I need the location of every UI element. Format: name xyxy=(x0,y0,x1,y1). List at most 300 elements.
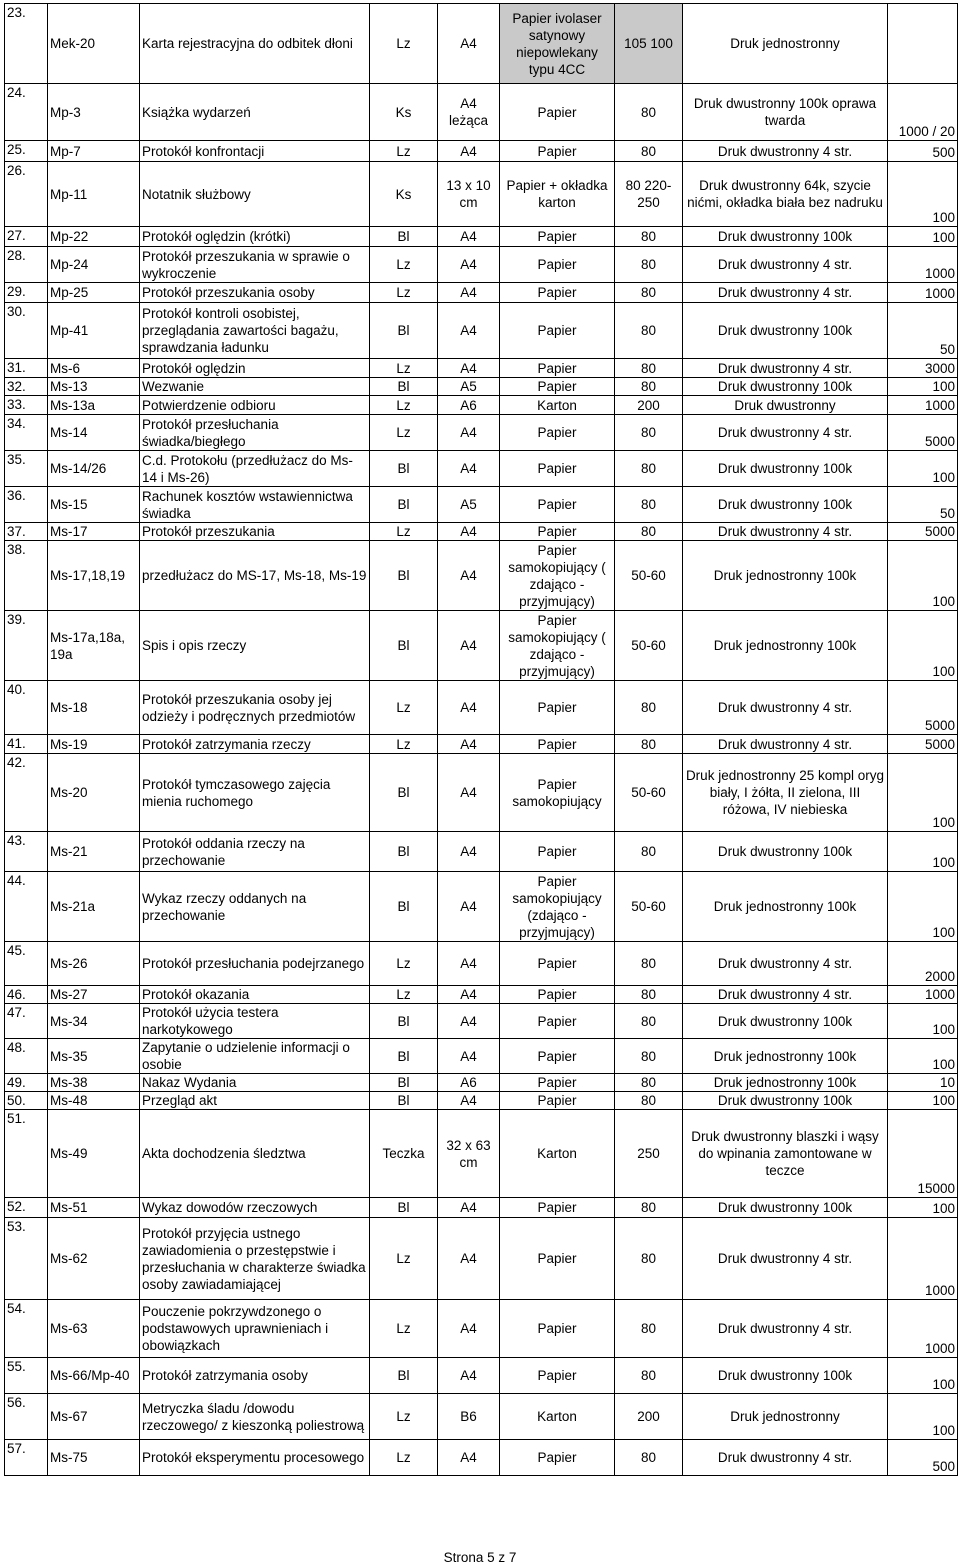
row-number: 54. xyxy=(5,1300,48,1358)
print-mode: Druk dwustronny 100k xyxy=(683,378,888,396)
print-mode: Druk dwustronny 4 str. xyxy=(683,942,888,986)
table-row xyxy=(5,487,958,523)
row-number: 57. xyxy=(5,1440,48,1476)
paper-type: Papier xyxy=(500,832,615,872)
row-number: 35. xyxy=(5,451,48,487)
form-symbol: Ms-18 xyxy=(48,681,140,735)
quantity: 100 xyxy=(888,611,958,681)
row-number: 29. xyxy=(5,283,48,303)
paper-type: Papier xyxy=(500,1092,615,1110)
form-symbol: Ms-27 xyxy=(48,986,140,1004)
table-row xyxy=(5,4,958,84)
form-type: Bl xyxy=(370,1004,438,1039)
row-number: 40. xyxy=(5,681,48,735)
table-row xyxy=(5,541,958,611)
quantity xyxy=(888,4,958,84)
table-row xyxy=(5,942,958,986)
table-row xyxy=(5,1004,958,1039)
grammage: 50-60 xyxy=(615,541,683,611)
print-mode: Druk dwustronny 100k xyxy=(683,487,888,523)
print-mode: Druk dwustronny 4 str. xyxy=(683,247,888,283)
form-name: Protokół przesłuchania podejrzanego xyxy=(140,942,370,986)
grammage: 80 xyxy=(615,415,683,451)
form-symbol: Ms-26 xyxy=(48,942,140,986)
form-symbol: Ms-14 xyxy=(48,415,140,451)
form-symbol: Ms-17a,18a, 19a xyxy=(48,611,140,681)
form-name: Protokół przeszukania osoby xyxy=(140,283,370,303)
grammage: 80 xyxy=(615,735,683,754)
grammage: 50-60 xyxy=(615,611,683,681)
quantity: 500 xyxy=(888,1440,958,1476)
print-mode: Druk dwustronny 100k oprawa twarda xyxy=(683,84,888,141)
form-symbol: Mp-25 xyxy=(48,283,140,303)
paper-size: A4 leżąca xyxy=(438,84,500,141)
form-symbol: Ms-51 xyxy=(48,1198,140,1218)
page-footer: Strona 5 z 7 xyxy=(443,1550,517,1565)
paper-size: A4 xyxy=(438,611,500,681)
table-row xyxy=(5,227,958,247)
table-row xyxy=(5,872,958,942)
row-number: 30. xyxy=(5,303,48,359)
grammage: 80 xyxy=(615,1300,683,1358)
grammage: 80 xyxy=(615,451,683,487)
row-number: 31. xyxy=(5,359,48,378)
grammage: 80 xyxy=(615,1092,683,1110)
form-symbol: Ms-14/26 xyxy=(48,451,140,487)
paper-size: A5 xyxy=(438,487,500,523)
form-name: Karta rejestracyjna do odbitek dłoni xyxy=(140,4,370,84)
row-number: 45. xyxy=(5,942,48,986)
form-symbol: Mp-3 xyxy=(48,84,140,141)
table-row xyxy=(5,283,958,303)
print-mode: Druk dwustronny blaszki i wąsy do wpinania zamontowane w teczce xyxy=(683,1110,888,1198)
table-row xyxy=(5,523,958,541)
print-mode: Druk dwustronny 4 str. xyxy=(683,1218,888,1300)
paper-size: A4 xyxy=(438,303,500,359)
print-mode: Druk dwustronny 4 str. xyxy=(683,681,888,735)
paper-size: A4 xyxy=(438,735,500,754)
grammage: 80 xyxy=(615,1039,683,1074)
paper-size: A4 xyxy=(438,283,500,303)
paper-size: A4 xyxy=(438,681,500,735)
table-row xyxy=(5,832,958,872)
table-row xyxy=(5,1110,958,1198)
paper-size: A4 xyxy=(438,523,500,541)
print-mode: Druk dwustronny 4 str. xyxy=(683,359,888,378)
row-number: 42. xyxy=(5,754,48,832)
form-name: Protokół oględzin (krótki) xyxy=(140,227,370,247)
form-name: Pouczenie pokrzywdzonego o podstawowych uprawnieniach i obowiązkach xyxy=(140,1300,370,1358)
form-name: Zapytanie o udzielenie informacji o osobie xyxy=(140,1039,370,1074)
form-name: przedłużacz do MS-17, Ms-18, Ms-19 xyxy=(140,541,370,611)
grammage: 80 xyxy=(615,1074,683,1092)
form-type: Bl xyxy=(370,754,438,832)
form-name: Protokół zatrzymania rzeczy xyxy=(140,735,370,754)
form-type: Ks xyxy=(370,162,438,227)
quantity: 1000 xyxy=(888,1300,958,1358)
paper-type: Papier samokopiujący (zdająco - przyjmujący) xyxy=(500,872,615,942)
form-name: Protokół eksperymentu procesowego xyxy=(140,1440,370,1476)
paper-size: A4 xyxy=(438,359,500,378)
form-name: Protokół zatrzymania osoby xyxy=(140,1358,370,1394)
form-type: Lz xyxy=(370,681,438,735)
grammage: 80 xyxy=(615,1004,683,1039)
print-mode: Druk dwustronny 100k xyxy=(683,227,888,247)
paper-type: Papier samokopiujący ( zdająco - przyjmujący) xyxy=(500,611,615,681)
form-type: Bl xyxy=(370,378,438,396)
grammage: 250 xyxy=(615,1110,683,1198)
quantity: 100 xyxy=(888,754,958,832)
form-type: Lz xyxy=(370,359,438,378)
print-mode: Druk jednostronny 100k xyxy=(683,1039,888,1074)
form-type: Bl xyxy=(370,1198,438,1218)
quantity: 100 xyxy=(888,1198,958,1218)
print-mode: Druk dwustronny 100k xyxy=(683,1198,888,1218)
form-symbol: Ms-75 xyxy=(48,1440,140,1476)
quantity: 5000 xyxy=(888,415,958,451)
table-row xyxy=(5,1358,958,1394)
form-symbol: Ms-19 xyxy=(48,735,140,754)
form-type: Lz xyxy=(370,942,438,986)
form-name: Nakaz Wydania xyxy=(140,1074,370,1092)
paper-type: Papier xyxy=(500,1358,615,1394)
form-symbol: Ms-66/Mp-40 xyxy=(48,1358,140,1394)
paper-type: Papier xyxy=(500,141,615,162)
table-row xyxy=(5,611,958,681)
form-symbol: Ms-17,18,19 xyxy=(48,541,140,611)
form-type: Lz xyxy=(370,396,438,415)
paper-type: Papier xyxy=(500,1004,615,1039)
form-symbol: Ms-6 xyxy=(48,359,140,378)
row-number: 39. xyxy=(5,611,48,681)
grammage: 80 xyxy=(615,141,683,162)
form-name: Protokół oddania rzeczy na przechowanie xyxy=(140,832,370,872)
form-name: Przegląd akt xyxy=(140,1092,370,1110)
paper-type: Papier xyxy=(500,247,615,283)
quantity: 1000 / 20 xyxy=(888,84,958,141)
table-row xyxy=(5,735,958,754)
quantity: 100 xyxy=(888,162,958,227)
form-symbol: Ms-13a xyxy=(48,396,140,415)
row-number: 23. xyxy=(5,4,48,84)
table-row xyxy=(5,247,958,283)
form-symbol: Ms-63 xyxy=(48,1300,140,1358)
grammage: 50-60 xyxy=(615,754,683,832)
paper-size: A4 xyxy=(438,541,500,611)
form-type: Bl xyxy=(370,451,438,487)
form-name: Protokół przeszukania w sprawie o wykroczenie xyxy=(140,247,370,283)
form-type: Lz xyxy=(370,1440,438,1476)
quantity: 100 xyxy=(888,227,958,247)
paper-type: Papier xyxy=(500,487,615,523)
form-type: Bl xyxy=(370,303,438,359)
print-mode: Druk jednostronny xyxy=(683,4,888,84)
paper-type: Papier xyxy=(500,1440,615,1476)
row-number: 41. xyxy=(5,735,48,754)
form-type: Lz xyxy=(370,247,438,283)
row-number: 48. xyxy=(5,1039,48,1074)
table-row xyxy=(5,359,958,378)
form-name: Protokół przesłuchania świadka/biegłego xyxy=(140,415,370,451)
forms-table xyxy=(4,3,958,1476)
form-symbol: Ms-21a xyxy=(48,872,140,942)
quantity: 1000 xyxy=(888,986,958,1004)
table-row xyxy=(5,378,958,396)
table-row xyxy=(5,396,958,415)
grammage: 80 xyxy=(615,986,683,1004)
quantity: 100 xyxy=(888,1394,958,1440)
paper-size: A4 xyxy=(438,141,500,162)
form-type: Lz xyxy=(370,4,438,84)
print-mode: Druk dwustronny 4 str. xyxy=(683,1440,888,1476)
form-type: Ks xyxy=(370,84,438,141)
print-mode: Druk dwustronny 100k xyxy=(683,832,888,872)
print-mode: Druk dwustronny 4 str. xyxy=(683,141,888,162)
quantity: 5000 xyxy=(888,681,958,735)
print-mode: Druk dwustronny 100k xyxy=(683,1004,888,1039)
form-name: Wezwanie xyxy=(140,378,370,396)
print-mode: Druk dwustronny 100k xyxy=(683,303,888,359)
quantity: 10 xyxy=(888,1074,958,1092)
paper-type: Papier ivolaser satynowy niepowlekany typu 4CC xyxy=(500,4,615,84)
paper-type: Papier samokopiujący ( zdająco - przyjmujący) xyxy=(500,541,615,611)
form-name: Protokół przeszukania xyxy=(140,523,370,541)
quantity: 1000 xyxy=(888,1218,958,1300)
paper-size: A4 xyxy=(438,227,500,247)
grammage: 80 xyxy=(615,1358,683,1394)
quantity: 5000 xyxy=(888,735,958,754)
quantity: 500 xyxy=(888,141,958,162)
paper-type: Papier xyxy=(500,359,615,378)
paper-size: A4 xyxy=(438,1300,500,1358)
print-mode: Druk jednostronny 100k xyxy=(683,541,888,611)
form-type: Bl xyxy=(370,832,438,872)
form-symbol: Ms-48 xyxy=(48,1092,140,1110)
paper-type: Papier xyxy=(500,84,615,141)
paper-type: Papier xyxy=(500,942,615,986)
table-row xyxy=(5,162,958,227)
form-symbol: Ms-34 xyxy=(48,1004,140,1039)
grammage: 105 100 xyxy=(615,4,683,84)
paper-size: A4 xyxy=(438,1198,500,1218)
form-symbol: Ms-21 xyxy=(48,832,140,872)
paper-type: Papier xyxy=(500,1300,615,1358)
form-name: Spis i opis rzeczy xyxy=(140,611,370,681)
print-mode: Druk dwustronny 4 str. xyxy=(683,523,888,541)
paper-type: Papier xyxy=(500,1074,615,1092)
paper-type: Karton xyxy=(500,1110,615,1198)
form-symbol: Ms-20 xyxy=(48,754,140,832)
form-name: Notatnik służbowy xyxy=(140,162,370,227)
form-type: Bl xyxy=(370,227,438,247)
table-row xyxy=(5,1394,958,1440)
paper-type: Papier xyxy=(500,283,615,303)
print-mode: Druk jednostronny 100k xyxy=(683,1074,888,1092)
table-row xyxy=(5,141,958,162)
quantity: 100 xyxy=(888,451,958,487)
form-type: Lz xyxy=(370,1300,438,1358)
form-symbol: Ms-15 xyxy=(48,487,140,523)
form-type: Lz xyxy=(370,986,438,1004)
paper-type: Papier xyxy=(500,378,615,396)
table-row xyxy=(5,84,958,141)
form-name: Protokół kontroli osobistej, przeglądania zawartości bagażu, sprawdzania ładunku xyxy=(140,303,370,359)
row-number: 55. xyxy=(5,1358,48,1394)
row-number: 50. xyxy=(5,1092,48,1110)
print-mode: Druk dwustronny xyxy=(683,396,888,415)
print-mode: Druk dwustronny 100k xyxy=(683,1358,888,1394)
table-row xyxy=(5,1300,958,1358)
row-number: 56. xyxy=(5,1394,48,1440)
grammage: 80 xyxy=(615,1218,683,1300)
table-row xyxy=(5,1218,958,1300)
form-type: Lz xyxy=(370,1394,438,1440)
form-name: C.d. Protokołu (przedłużacz do Ms-14 i Ms-26) xyxy=(140,451,370,487)
form-symbol: Mp-41 xyxy=(48,303,140,359)
form-type: Lz xyxy=(370,523,438,541)
paper-size: A4 xyxy=(438,1358,500,1394)
form-name: Wykaz dowodów rzeczowych xyxy=(140,1198,370,1218)
grammage: 50-60 xyxy=(615,872,683,942)
form-symbol: Ms-62 xyxy=(48,1218,140,1300)
paper-size: B6 xyxy=(438,1394,500,1440)
row-number: 44. xyxy=(5,872,48,942)
paper-size: A4 xyxy=(438,451,500,487)
print-mode: Druk dwustronny 100k xyxy=(683,451,888,487)
form-name: Akta dochodzenia śledztwa xyxy=(140,1110,370,1198)
grammage: 200 xyxy=(615,396,683,415)
row-number: 43. xyxy=(5,832,48,872)
form-type: Lz xyxy=(370,1218,438,1300)
form-symbol: Mek-20 xyxy=(48,4,140,84)
form-type: Lz xyxy=(370,735,438,754)
grammage: 80 xyxy=(615,942,683,986)
paper-type: Papier xyxy=(500,451,615,487)
grammage: 80 xyxy=(615,84,683,141)
form-symbol: Mp-22 xyxy=(48,227,140,247)
paper-type: Papier xyxy=(500,303,615,359)
grammage: 80 xyxy=(615,227,683,247)
form-name: Potwierdzenie odbioru xyxy=(140,396,370,415)
print-mode: Druk jednostronny 100k xyxy=(683,611,888,681)
row-number: 27. xyxy=(5,227,48,247)
table-row xyxy=(5,451,958,487)
paper-type: Papier xyxy=(500,986,615,1004)
print-mode: Druk jednostronny 25 kompl oryg biały, I żółta, II zielona, III różowa, IV niebieska xyxy=(683,754,888,832)
row-number: 51. xyxy=(5,1110,48,1198)
paper-size: A4 xyxy=(438,247,500,283)
form-symbol: Ms-67 xyxy=(48,1394,140,1440)
form-type: Lz xyxy=(370,283,438,303)
paper-type: Papier xyxy=(500,735,615,754)
form-type: Lz xyxy=(370,415,438,451)
quantity: 100 xyxy=(888,378,958,396)
form-name: Książka wydarzeń xyxy=(140,84,370,141)
grammage: 80 xyxy=(615,523,683,541)
form-type: Bl xyxy=(370,611,438,681)
row-number: 36. xyxy=(5,487,48,523)
form-type: Teczka xyxy=(370,1110,438,1198)
paper-type: Papier xyxy=(500,415,615,451)
paper-type: Papier xyxy=(500,523,615,541)
form-name: Protokół okazania xyxy=(140,986,370,1004)
form-type: Bl xyxy=(370,872,438,942)
paper-size: A4 xyxy=(438,4,500,84)
form-name: Protokół przeszukania osoby jej odzieży i podręcznych przedmiotów xyxy=(140,681,370,735)
paper-size: 13 x 10 cm xyxy=(438,162,500,227)
paper-size: A4 xyxy=(438,872,500,942)
form-symbol: Ms-38 xyxy=(48,1074,140,1092)
table-row xyxy=(5,303,958,359)
quantity: 50 xyxy=(888,487,958,523)
table-row xyxy=(5,986,958,1004)
row-number: 49. xyxy=(5,1074,48,1092)
paper-size: A4 xyxy=(438,1440,500,1476)
table-row xyxy=(5,1198,958,1218)
quantity: 100 xyxy=(888,541,958,611)
row-number: 32. xyxy=(5,378,48,396)
form-name: Protokół użycia testera narkotykowego xyxy=(140,1004,370,1039)
form-name: Protokół konfrontacji xyxy=(140,141,370,162)
paper-size: A4 xyxy=(438,832,500,872)
form-symbol: Mp-11 xyxy=(48,162,140,227)
grammage: 80 xyxy=(615,247,683,283)
quantity: 1000 xyxy=(888,247,958,283)
quantity: 2000 xyxy=(888,942,958,986)
paper-type: Papier xyxy=(500,1039,615,1074)
form-name: Protokół tymczasowego zajęcia mienia ruchomego xyxy=(140,754,370,832)
paper-size: A4 xyxy=(438,1218,500,1300)
form-symbol: Ms-35 xyxy=(48,1039,140,1074)
table-row xyxy=(5,1039,958,1074)
row-number: 28. xyxy=(5,247,48,283)
quantity: 50 xyxy=(888,303,958,359)
print-mode: Druk dwustronny 4 str. xyxy=(683,986,888,1004)
form-type: Bl xyxy=(370,1358,438,1394)
grammage: 80 xyxy=(615,1440,683,1476)
form-type: Bl xyxy=(370,1039,438,1074)
form-type: Lz xyxy=(370,141,438,162)
quantity: 100 xyxy=(888,1004,958,1039)
grammage: 80 xyxy=(615,832,683,872)
paper-type: Papier xyxy=(500,1198,615,1218)
paper-type: Papier + okładka karton xyxy=(500,162,615,227)
quantity: 100 xyxy=(888,1358,958,1394)
row-number: 25. xyxy=(5,141,48,162)
row-number: 47. xyxy=(5,1004,48,1039)
form-symbol: Mp-24 xyxy=(48,247,140,283)
quantity: 1000 xyxy=(888,396,958,415)
row-number: 52. xyxy=(5,1198,48,1218)
paper-size: A4 xyxy=(438,986,500,1004)
paper-type: Papier xyxy=(500,227,615,247)
form-type: Bl xyxy=(370,541,438,611)
form-symbol: Ms-49 xyxy=(48,1110,140,1198)
paper-type: Papier xyxy=(500,1218,615,1300)
paper-size: A4 xyxy=(438,942,500,986)
print-mode: Druk dwustronny 4 str. xyxy=(683,1300,888,1358)
row-number: 26. xyxy=(5,162,48,227)
paper-type: Papier xyxy=(500,681,615,735)
quantity: 15000 xyxy=(888,1110,958,1198)
grammage: 80 xyxy=(615,303,683,359)
paper-size: 32 x 63 cm xyxy=(438,1110,500,1198)
form-name: Metryczka śladu /dowodu rzeczowego/ z kieszonką poliestrową xyxy=(140,1394,370,1440)
table-row xyxy=(5,1074,958,1092)
quantity: 100 xyxy=(888,1092,958,1110)
print-mode: Druk dwustronny 4 str. xyxy=(683,735,888,754)
paper-size: A4 xyxy=(438,754,500,832)
